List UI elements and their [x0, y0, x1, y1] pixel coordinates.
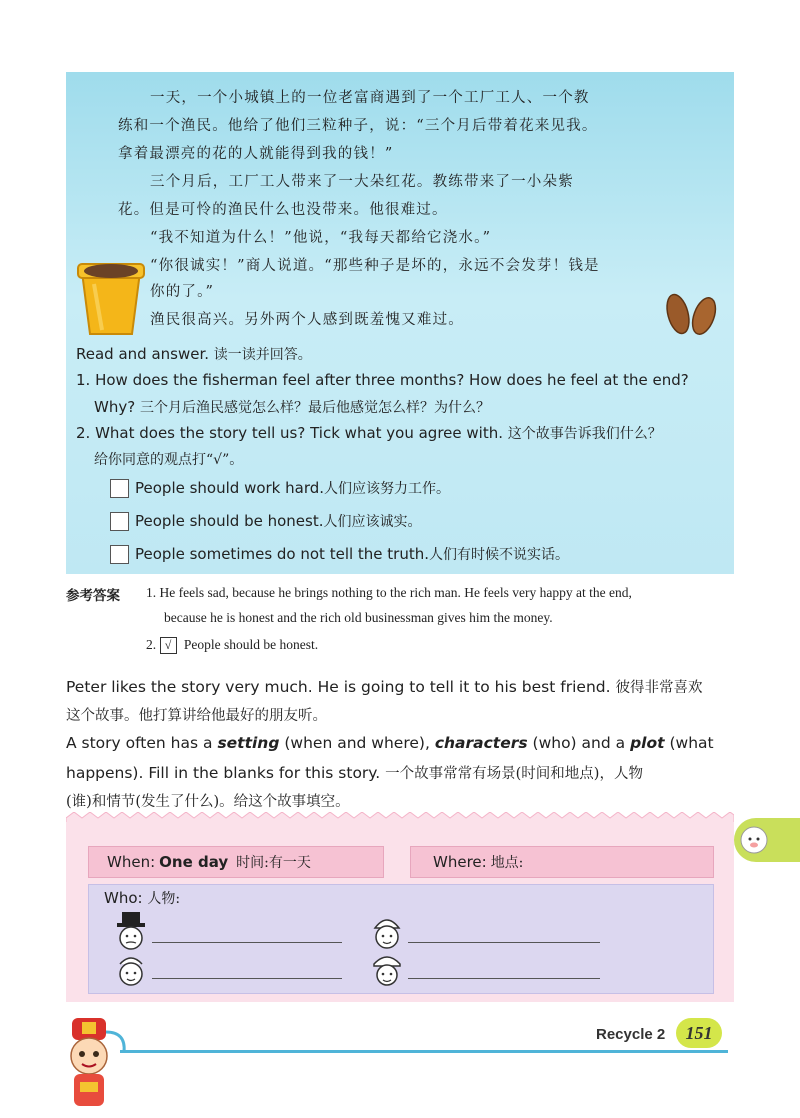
option-checkbox[interactable]: [110, 512, 129, 531]
intro-paragraph-2: [66, 734, 714, 752]
who-label-en: Who:: [104, 889, 143, 907]
seeds-icon: [660, 290, 724, 338]
heading-zh: 读一读并回答。: [213, 347, 312, 363]
page-number: 151: [676, 1018, 722, 1048]
answer-2-text: People should be honest.: [183, 637, 319, 652]
intro-paragraph-2-line2: [66, 762, 643, 783]
heading-en: Read and answer.: [76, 345, 210, 363]
where-zh: 地点:: [490, 855, 524, 871]
story-line: 你的了。”: [150, 284, 215, 300]
option-checkbox[interactable]: [110, 479, 129, 498]
story-line: 渔民很高兴。另外两个人感到既羞愧又难过。: [150, 312, 464, 328]
answer-label: 参考答案: [66, 588, 120, 604]
p2-line2-zh: 一个故事常常有场景(时间和地点)，人物: [385, 766, 643, 782]
where-field[interactable]: [410, 846, 714, 878]
question-1: 1. How does the fisherman feel after three months? How does he feel at the end?: [76, 371, 689, 389]
tick-box: √: [160, 637, 177, 654]
who-blank[interactable]: [152, 978, 342, 979]
intro-paragraph-1-cont: [66, 704, 327, 725]
p2-text: (when and where),: [284, 734, 430, 752]
story-line: 练和一个渔民。他给了他们三粒种子，说：“三个月后带着花来见我。: [118, 118, 598, 134]
p2-text: A story often has a: [66, 734, 213, 752]
q2-en: 2. What does the story tell us? Tick what you agree with.: [76, 424, 503, 442]
p2-text: (what: [669, 734, 714, 752]
tick-option-2: [110, 509, 421, 533]
p2-text: (who) and a: [532, 734, 626, 752]
keyword-characters: characters: [434, 734, 528, 752]
coach-icon: [114, 952, 148, 990]
businessman-icon: [114, 912, 148, 952]
story-line: “我不知道为什么！”他说，“我每天都给它浇水。”: [150, 230, 492, 246]
when-value: One day: [159, 853, 229, 871]
sheep-icon: [738, 824, 770, 856]
tick-option-1: [110, 476, 450, 500]
answer-1-line1: 1. He feels sad, because he brings nothing to the rich man. He feels very happy at the end,: [146, 585, 632, 600]
question-2: [76, 423, 662, 443]
questions-heading: [76, 344, 312, 364]
option-en: People should be honest.: [135, 512, 324, 530]
when-zh: 时间:有一天: [236, 855, 311, 871]
question-1-cont: [94, 397, 490, 417]
worker-icon: [370, 912, 404, 952]
option-checkbox[interactable]: [110, 545, 129, 564]
story-line: 三个月后，工厂工人带来了一大朵红花。教练带来了一小朵紫: [150, 174, 574, 190]
who-blank[interactable]: [152, 942, 342, 943]
p2-line3-zh: (谁)和情节(发生了什么)。给这个故事填空。: [66, 794, 350, 810]
p2-line2-en: happens). Fill in the blanks for this story.: [66, 764, 381, 782]
question-2-cont: [94, 449, 243, 469]
who-blank[interactable]: [408, 942, 600, 943]
when-label: When:: [107, 853, 156, 871]
q2-zh-b: 给你同意的观点打“√”。: [94, 452, 244, 468]
option-zh: 人们应该努力工作。: [324, 481, 451, 497]
who-blank[interactable]: [408, 978, 600, 979]
where-label: Where:: [433, 853, 487, 871]
who-label-zh: 人物:: [147, 891, 181, 907]
when-field[interactable]: [88, 846, 384, 878]
p1-en: Peter likes the story very much. He is going to tell it to his best friend.: [66, 678, 611, 696]
option-en: People should work hard.: [135, 479, 325, 497]
q2-zh: 这个故事告诉我们什么？: [507, 426, 662, 442]
option-zh: 人们应该诚实。: [323, 514, 422, 530]
story-line: 花。但是可怜的渔民什么也没带来。他很难过。: [118, 202, 448, 218]
q1-zh: 三个月后渔民感觉怎么样？最后他感觉怎么样？为什么？: [139, 400, 490, 416]
answer-2-number: 2.: [146, 637, 157, 652]
who-label: [104, 888, 180, 908]
intro-paragraph-2-line3: [66, 790, 350, 811]
keyword-plot: plot: [630, 734, 665, 752]
answer-2: [146, 637, 318, 654]
q1-why: Why?: [94, 398, 136, 416]
footer-rule: [120, 1050, 728, 1053]
intro-paragraph-1: [66, 676, 702, 697]
story-line: “你很诚实！”商人说道。“那些种子是坏的，永远不会发芽！钱是: [150, 258, 600, 274]
tick-option-3: [110, 542, 569, 566]
keyword-setting: setting: [217, 734, 280, 752]
answer-1-line2: because he is honest and the rich old businessman gives him the money.: [164, 610, 553, 625]
p1-zh: 彼得非常喜欢: [615, 680, 703, 696]
option-en: People sometimes do not tell the truth.: [135, 545, 430, 563]
fisherman-icon: [370, 952, 404, 990]
unit-title: Recycle 2: [596, 1026, 666, 1043]
story-line: 拿着最漂亮的花的人就能得到我的钱！”: [118, 146, 394, 162]
p1-zh-b: 这个故事。他打算讲给他最好的朋友听。: [66, 708, 327, 724]
flower-pot-icon: [72, 254, 150, 338]
option-zh: 人们有时候不说实话。: [429, 547, 570, 563]
story-line: 一天，一个小城镇上的一位老富商遇到了一个工厂工人、一个教: [150, 90, 590, 106]
